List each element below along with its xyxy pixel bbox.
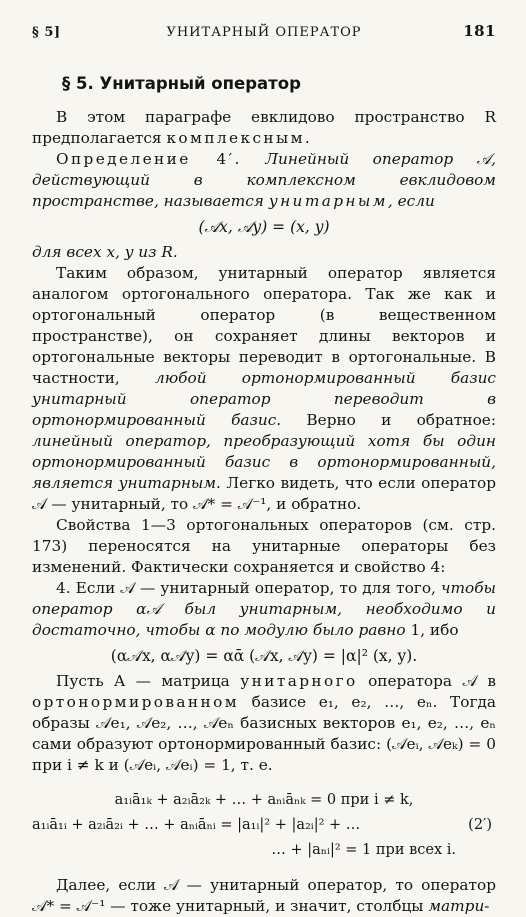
paragraph-property-4 xyxy=(32,578,496,641)
analogy-italic-2: линейный оператор, преобразующий хотя бы один ортонормированный базис в ортонормированный, является унитарным. xyxy=(32,432,496,492)
paragraph-final xyxy=(32,875,496,917)
section-title: § 5. Унитарный оператор xyxy=(62,74,301,93)
page-number: 181 xyxy=(463,22,496,40)
paragraph-analogy xyxy=(32,263,496,515)
equation-line-2-text: a₁ᵢā₁ᵢ + a₂ᵢā₂ᵢ + … + aₙᵢāₙᵢ = |a₁ᵢ|² + |a₂ᵢ|² + … xyxy=(32,817,361,833)
definition xyxy=(32,149,496,212)
final-text: Далее, если 𝒜 — унитарный оператор, то оператор 𝒜* = 𝒜⁻¹ — тоже унитарный, и значит, столбцы xyxy=(32,876,496,915)
property-4-italic: чтобы оператор α𝒜 был унитарным, необходимо и достаточно, чтобы α по модулю было равно xyxy=(32,579,496,639)
intro-period: . xyxy=(304,129,310,147)
formula-scalar: (α𝒜x, α𝒜y) = αᾱ (𝒜x, 𝒜y) = |α|² (x, y). xyxy=(110,647,418,665)
running-header xyxy=(32,0,496,40)
matrix-spaced-2: ортонормированном xyxy=(32,693,239,711)
analogy-text-2: Верно и обратное: xyxy=(281,411,496,429)
property-4-end: 1, ибо xyxy=(405,621,459,639)
paragraph-matrix xyxy=(32,671,496,776)
equation-line-2 xyxy=(32,813,496,838)
paragraph-properties: Свойства 1—3 ортогональных операторов (см. стр. 173) переносятся на унитарные операторы без изменений. Фактически сохраняется и свойство 4: xyxy=(32,516,496,576)
matrix-text: Пусть A — матрица xyxy=(56,672,241,690)
formula-unitary: (𝒜x, 𝒜y) = (x, y) xyxy=(198,218,330,236)
header-title: УНИТАРНЫЙ ОПЕРАТОР xyxy=(166,25,362,40)
property-4-text: 4. Если 𝒜 — унитарный оператор, то для того, xyxy=(56,579,441,597)
paragraph-intro xyxy=(32,107,496,149)
matrix-spaced-1: унитарного xyxy=(240,672,358,690)
definition-text: Линейный оператор 𝒜, действующий в комплексном евклидовом пространстве, называется xyxy=(32,150,497,210)
definition-label: Определение 4′. xyxy=(56,150,242,168)
header-section: § 5] xyxy=(32,25,61,40)
equation-line-3: … + |aₙᵢ|² = 1 при всех i. xyxy=(271,842,456,858)
equation-line-1: a₁ᵢā₁ₖ + a₂ᵢā₂ₖ + … + aₙᵢāₙₖ = 0 при i ≠ k, xyxy=(114,792,414,808)
intro-text: В этом параграфе евклидово пространство R предполагается xyxy=(32,108,496,147)
matrix-text-3: базисе e₁, e₂, …, eₙ. Тогда образы 𝒜e₁, 𝒜e₂, …, 𝒜eₙ базисных векторов e₁, e₂, …, eₙ сами образуют ортонормированный базис: (𝒜eᵢ, 𝒜eₖ) = 0 при i ≠ k и (𝒜eᵢ, 𝒜eᵢ) = 1, т. е. xyxy=(32,693,496,774)
matrix-text-2: оператора 𝒜 в xyxy=(357,672,496,690)
definition-spaced-word: унитарным xyxy=(268,192,388,210)
forall-text: для всех x, y из R. xyxy=(32,243,178,261)
equation-number: (2′) xyxy=(468,817,492,833)
intro-spaced-word: комплексным xyxy=(166,129,305,147)
definition-text-end: , если xyxy=(387,192,435,210)
analogy-italic-1: любой ортонормированный базис унитарный оператор переводит в ортонормированный базис. xyxy=(32,369,496,429)
analogy-text-3: Легко видеть, что если оператор 𝒜 — унитарный, то 𝒜* = 𝒜⁻¹, и обратно. xyxy=(32,474,496,513)
analogy-text: Таким образом, унитарный оператор является аналогом ортогонального оператора. Так же как и ортогональный оператор (в вещественном пространстве), он сохраняет длины векторов и ортогональные векторы переводит в ортогональные. В частности, xyxy=(32,264,496,387)
forall-line xyxy=(32,242,496,263)
final-italic: матри- xyxy=(428,897,490,915)
